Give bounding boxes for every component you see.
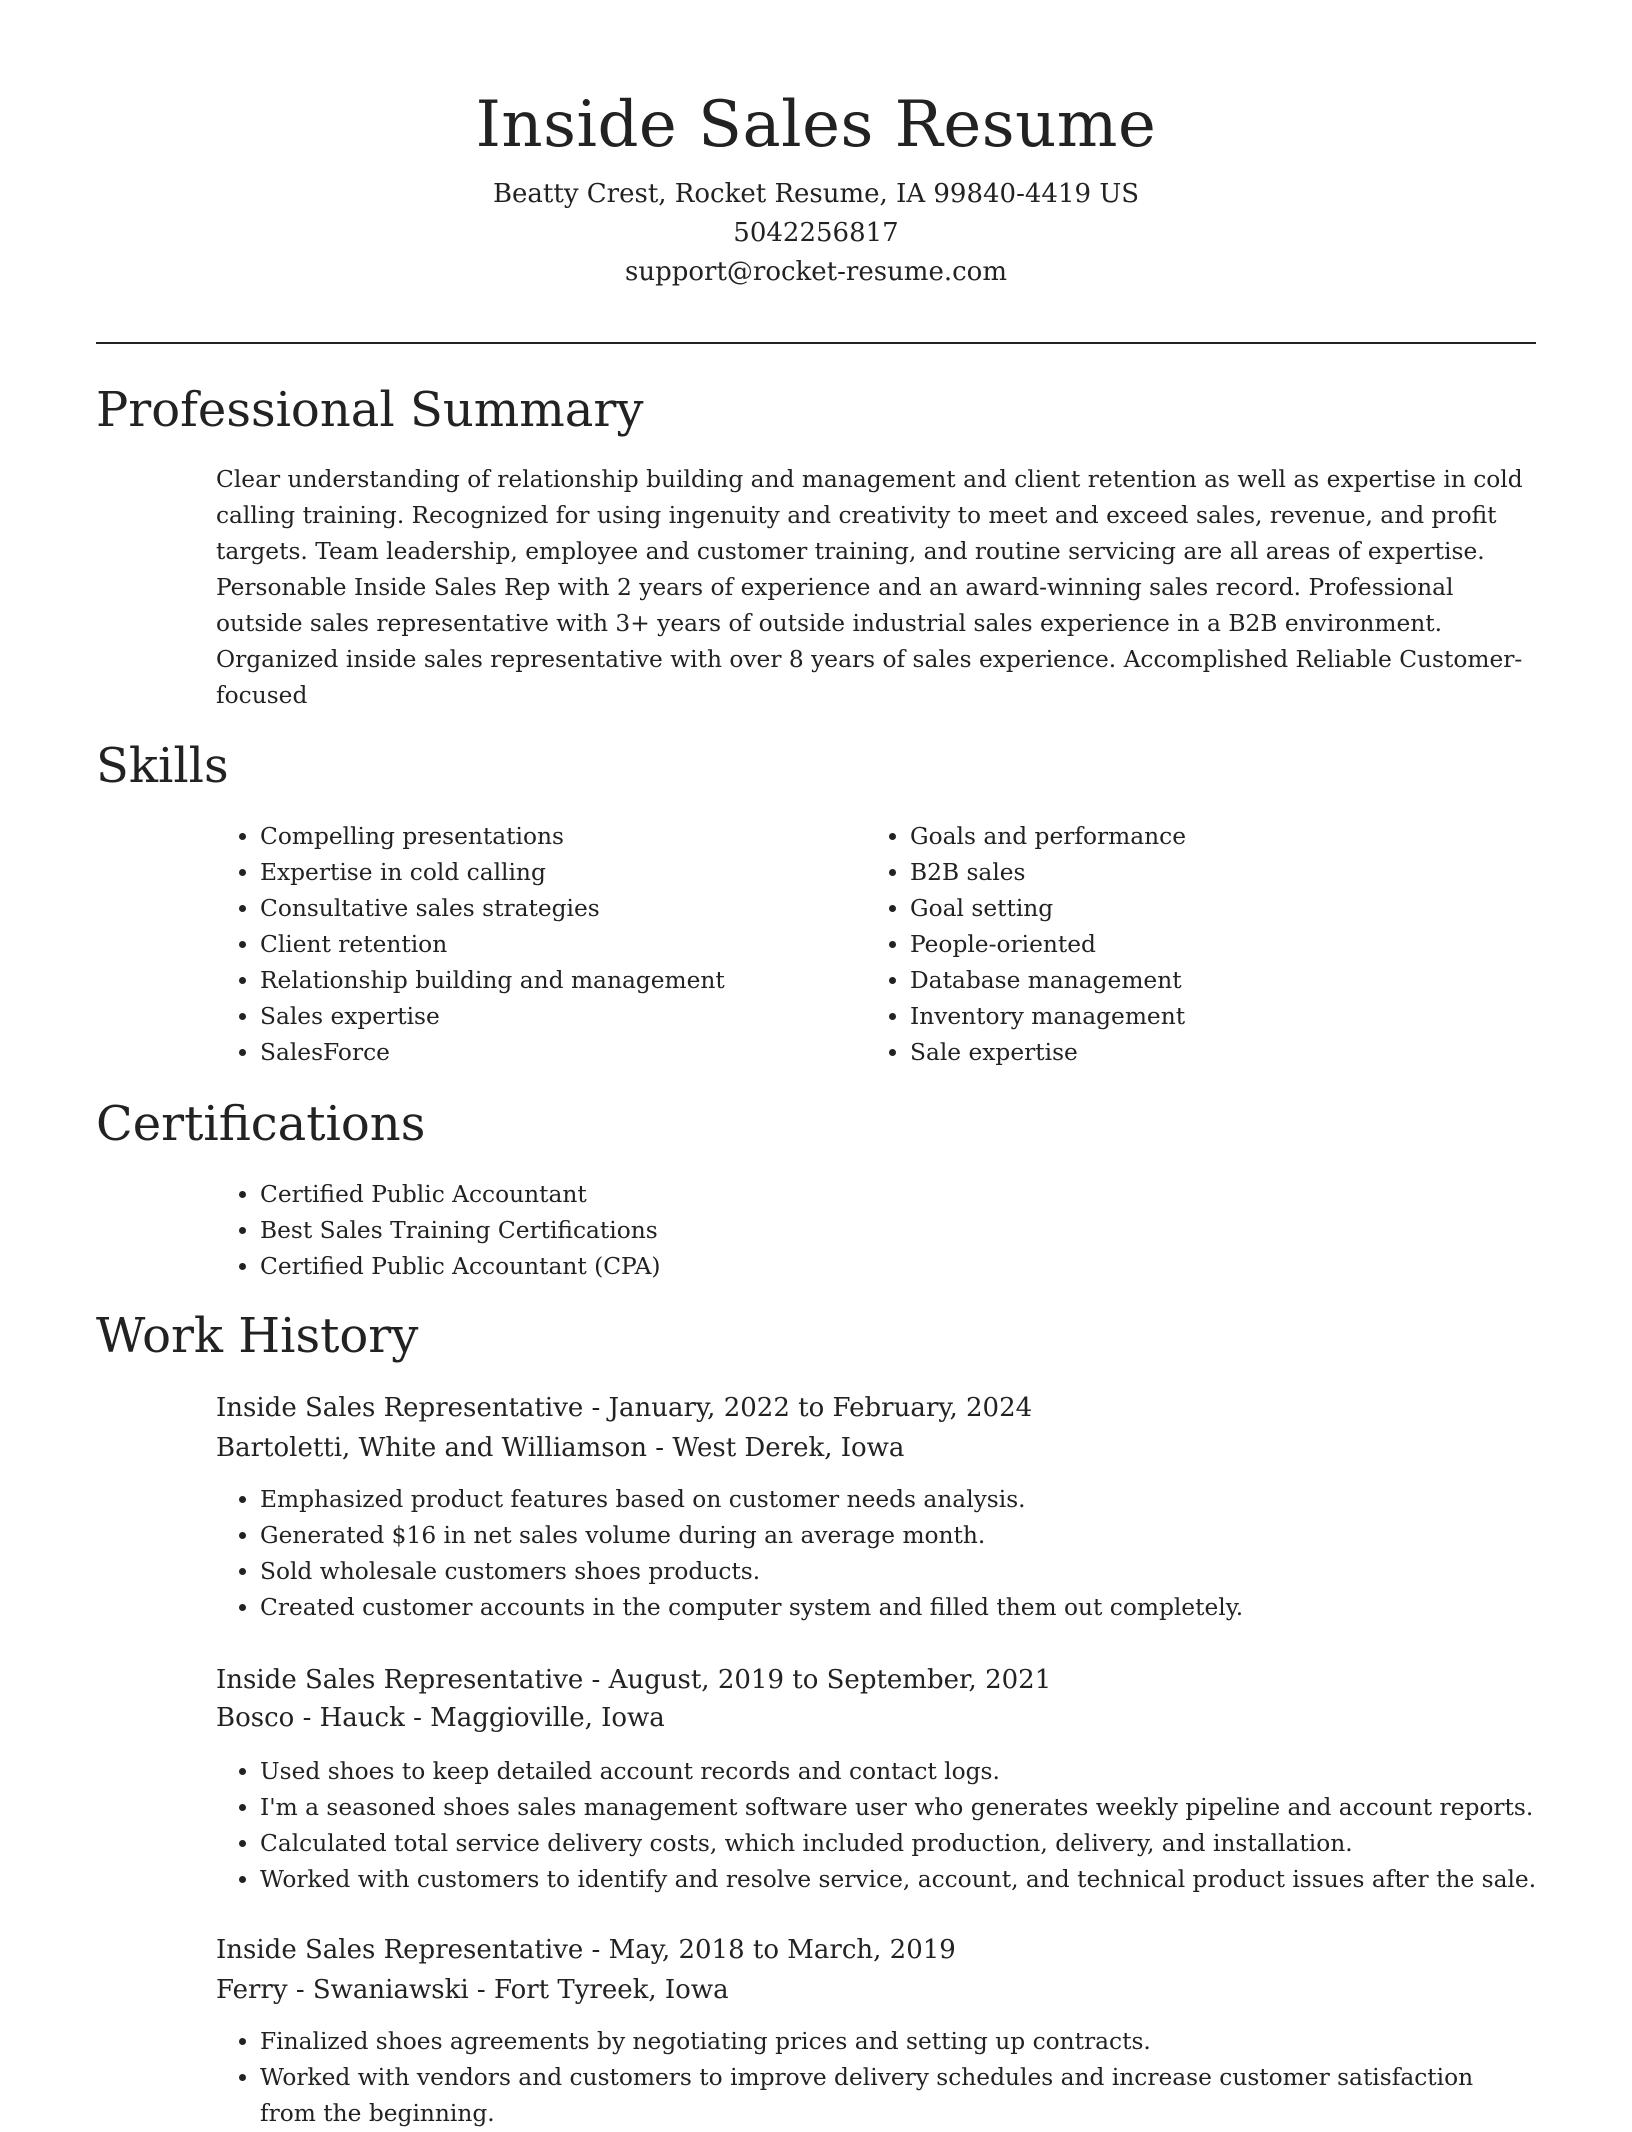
job-bullets: [216, 1482, 1580, 1626]
job-bullets: [216, 1754, 1580, 1898]
contact-phone: 5042256817: [733, 218, 899, 248]
skill-item: • Compelling presentations: [260, 819, 880, 855]
job-title: Inside Sales Representative - May, 2018 to March, 2019: [216, 1935, 956, 1965]
certification-item: • Certified Public Accountant: [260, 1177, 1160, 1213]
job-bullet: • Finalized shoes agreements by negotiating prices and setting up contracts.: [260, 2024, 1520, 2060]
skill-item: • Sales expertise: [260, 999, 880, 1035]
skill-item: • Inventory management: [910, 999, 1550, 1035]
skills-list-left: [216, 819, 880, 1071]
skill-item: • Relationship building and management: [260, 963, 880, 999]
job-company: Bartoletti, White and Williamson - West Derek, Iowa: [216, 1433, 905, 1463]
job-bullet: • Calculated total service delivery costs, which included production, delivery, and installation.: [260, 1826, 1580, 1862]
certification-item: • Best Sales Training Certifications: [260, 1213, 1160, 1249]
job-bullet: • Generated $16 in net sales volume during an average month.: [260, 1518, 1580, 1554]
contact-email: support@rocket-resume.com: [624, 257, 1007, 287]
certification-item: • Certified Public Accountant (CPA): [260, 1249, 1160, 1285]
skills-heading: Skills: [96, 738, 229, 794]
summary-heading: Professional Summary: [96, 382, 644, 438]
job-bullet: • Sold wholesale customers shoes products.: [260, 1554, 1580, 1590]
job-bullet: • Used shoes to keep detailed account records and contact logs.: [260, 1754, 1580, 1790]
job-bullet: • Worked with vendors and customers to improve delivery schedules and increase customer satisfaction from the beginning.: [260, 2060, 1520, 2132]
job-title: Inside Sales Representative - August, 2019 to September, 2021: [216, 1665, 1052, 1695]
work-history-heading: Work History: [96, 1308, 419, 1364]
job-bullet: • I'm a seasoned shoes sales management software user who generates weekly pipeline and account reports.: [260, 1790, 1580, 1826]
header-divider: [96, 342, 1536, 344]
job-bullet: • Created customer accounts in the computer system and filled them out completely.: [260, 1590, 1580, 1626]
resume-header: [96, 80, 1536, 292]
skill-item: • Database management: [910, 963, 1550, 999]
skill-item: • Goal setting: [910, 891, 1550, 927]
skill-item: • Sale expertise: [910, 1035, 1550, 1071]
certifications-heading: Certifications: [96, 1096, 426, 1152]
job-company: Ferry - Swaniawski - Fort Tyreek, Iowa: [216, 1975, 729, 2005]
certifications-list: [216, 1177, 1160, 1285]
resume-title: Inside Sales Resume: [475, 88, 1157, 162]
skills-list-right: [866, 819, 1550, 1071]
job-company: Bosco - Hauck - Maggioville, Iowa: [216, 1703, 665, 1733]
skill-item: • Expertise in cold calling: [260, 855, 880, 891]
skill-item: • Goals and performance: [910, 819, 1550, 855]
job-bullet: • Worked with customers to identify and resolve service, account, and technical product issues after the sale.: [260, 1862, 1580, 1898]
skill-item: • SalesForce: [260, 1035, 880, 1071]
job-title: Inside Sales Representative - January, 2022 to February, 2024: [216, 1393, 1033, 1423]
job-bullet: • Emphasized product features based on customer needs analysis.: [260, 1482, 1580, 1518]
summary-text: Clear understanding of relationship building and management and client retention as well as expertise in cold calling training. Recognized for using ingenuity and creativity to meet and exceed sales, revenue, and profit targets. Team leadership, employee and customer training, and routine servicing are all areas of expertise. Personable Inside Sales Rep with 2 years of experience and an award-winning sales record. Professional outside sales representative with 3+ years of outside industrial sales experience in a B2B environment. Organized inside sales representative with over 8 years of sales experience. Accomplished Reliable Customer-focused: [216, 466, 1523, 709]
skill-item: • Client retention: [260, 927, 880, 963]
contact-address: Beatty Crest, Rocket Resume, IA 99840-4419 US: [492, 179, 1140, 209]
skill-item: • Consultative sales strategies: [260, 891, 880, 927]
skill-item: • B2B sales: [910, 855, 1550, 891]
job-bullets: [216, 2024, 1520, 2132]
skill-item: • People-oriented: [910, 927, 1550, 963]
